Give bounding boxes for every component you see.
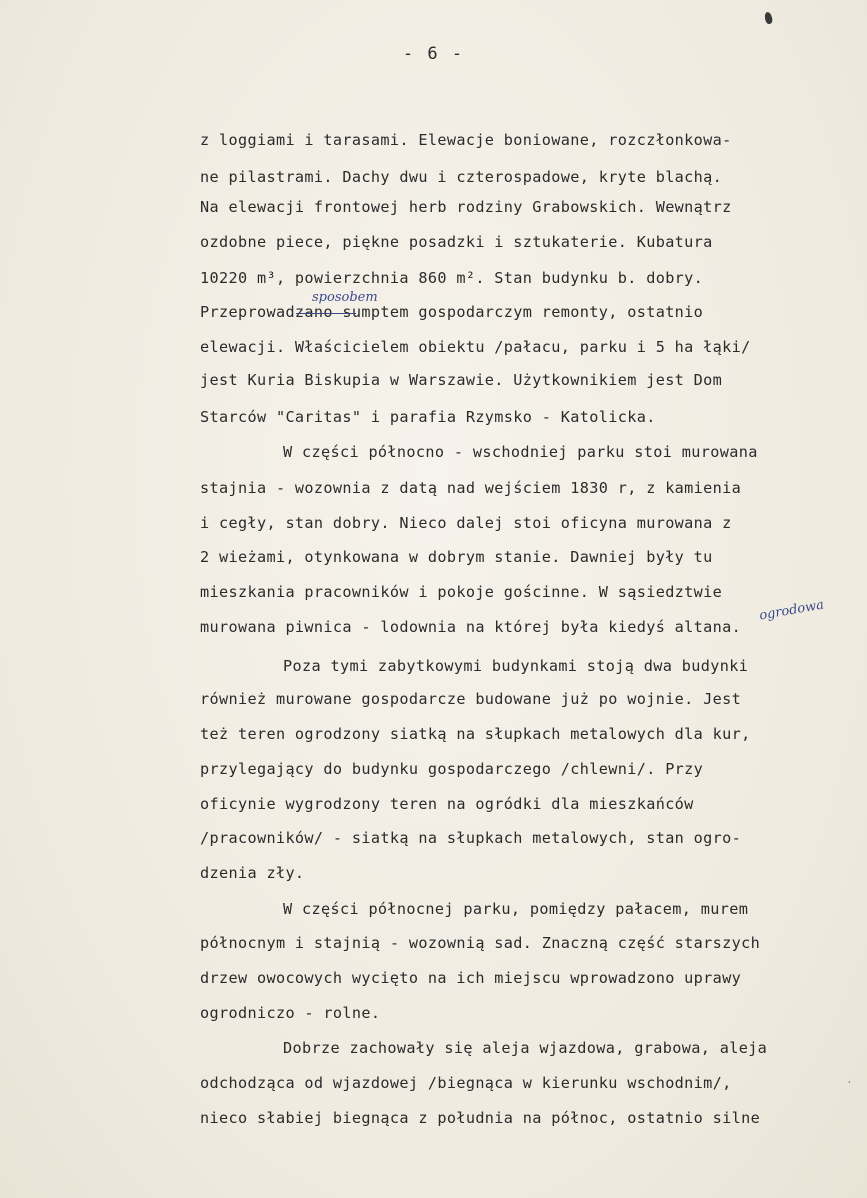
text-line: z loggiami i tarasami. Elewacje boniowane, rozczłonkowa- [200, 131, 732, 149]
text-line: północnym i stajnią - wozownią sad. Znaczną część starszych [200, 934, 761, 952]
text-line: odchodząca od wjazdowej /biegnąca w kierunku wschodnim/, [200, 1074, 732, 1092]
text-line: i cegły, stan dobry. Nieco dalej stoi oficyna murowana z [200, 514, 732, 532]
text-line: elewacji. Właścicielem obiektu /pałacu, parku i 5 ha łąki/ [200, 338, 751, 356]
text-line: 2 wieżami, otynkowana w dobrym stanie. Dawniej były tu [200, 548, 713, 566]
page-number: - 6 - [402, 44, 465, 64]
handwritten-annotation: ogrodowa [758, 597, 826, 624]
text-line: Starców "Caritas" i parafia Rzymsko - Katolicka. [200, 408, 656, 426]
text-line: ogrodniczo - rolne. [200, 1004, 381, 1022]
text-line: ozdobne piece, piękne posadzki i sztukaterie. Kubatura [200, 233, 713, 251]
text-line: W części północnej parku, pomiędzy pałacem, murem [283, 900, 749, 918]
text-line: również murowane gospodarcze budowane już po wojnie. Jest [200, 690, 742, 708]
text-line: przylegający do budynku gospodarczego /chlewni/. Przy [200, 760, 704, 778]
text-line: dzenia zły. [200, 864, 305, 882]
text-line: Przeprowadzano sumptem gospodarczym remonty, ostatnio [200, 303, 704, 321]
ink-mark [764, 11, 773, 24]
text-line: drzew owocowych wycięto na ich miejscu wprowadzono uprawy [200, 969, 742, 987]
text-line: 10220 m³, powierzchnia 860 m². Stan budynku b. dobry. [200, 269, 704, 287]
scan-artifact: · [846, 1076, 853, 1089]
text-line: murowana piwnica - lodownia na której była kiedyś altana. [200, 618, 742, 636]
text-line: też teren ogrodzony siatką na słupkach metalowych dla kur, [200, 725, 751, 743]
text-line: oficynie wygrodzony teren na ogródki dla mieszkańców [200, 795, 694, 813]
text-line: Dobrze zachowały się aleja wjazdowa, grabowa, aleja [283, 1039, 768, 1057]
text-line: jest Kuria Biskupia w Warszawie. Użytkownikiem jest Dom [200, 371, 723, 389]
text-line: /pracowników/ - siatką na słupkach metalowych, stan ogro- [200, 829, 742, 847]
text-line: Poza tymi zabytkowymi budynkami stoją dwa budynki [283, 657, 749, 675]
handwritten-annotation: sposobem [312, 290, 378, 305]
text-line: mieszkania pracowników i pokoje gościnne. W sąsiedztwie [200, 583, 723, 601]
text-line: Na elewacji frontowej herb rodziny Grabowskich. Wewnątrz [200, 198, 732, 216]
text-line: W części północno - wschodniej parku stoi murowana [283, 443, 758, 461]
text-line: ne pilastrami. Dachy dwu i czterospadowe, kryte blachą. [200, 168, 723, 186]
text-line: stajnia - wozownia z datą nad wejściem 1830 r, z kamienia [200, 479, 742, 497]
text-line: nieco słabiej biegnąca z południa na północ, ostatnio silne [200, 1109, 761, 1127]
strikethrough-mark [296, 313, 356, 314]
